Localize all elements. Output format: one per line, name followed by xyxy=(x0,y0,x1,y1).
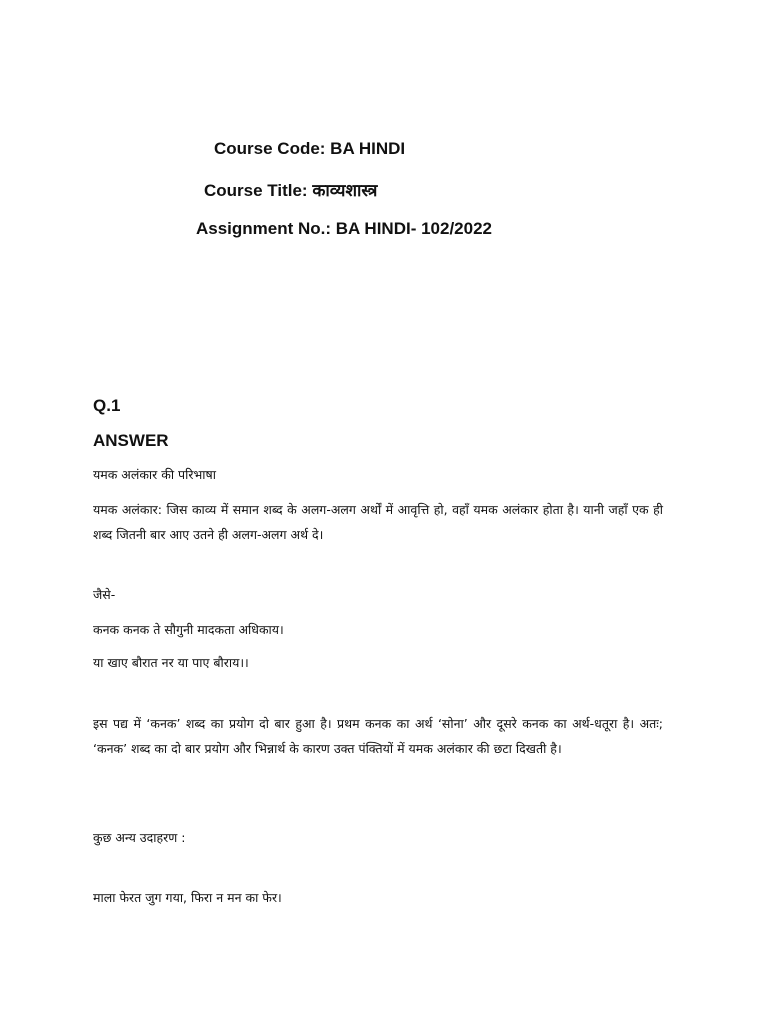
other-examples-label: कुछ अन्य उदाहरण : xyxy=(93,830,186,845)
assignment-number-text: Assignment No.: BA HINDI- 102/2022 xyxy=(196,219,492,238)
other-example-1: माला फेरत जुग गया, फिरा न मन का फेर। xyxy=(93,890,282,905)
course-title xyxy=(204,178,377,201)
example-line-2: या खाए बौरात नर या पाए बौराय।। xyxy=(93,655,249,670)
course-code xyxy=(214,139,405,159)
question-number: Q.1 xyxy=(93,396,121,415)
assignment-number xyxy=(196,219,492,239)
example-label: जैसे- xyxy=(93,587,116,602)
definition-heading: यमक अलंकार की परिभाषा xyxy=(93,467,216,482)
course-title-value: काव्यशास्त्र xyxy=(312,181,378,200)
course-title-prefix: Course Title: xyxy=(204,181,313,200)
explanation-paragraph: इस पद्य में ‘कनक’ शब्द का प्रयोग दो बार हुआ है। प्रथम कनक का अर्थ ‘सोना’ और दूसरे कनक का अर्थ-धतूरा है। अतः; ‘कनक’ शब्द का दो बार प्रयोग और भिन्नार्थ के कारण उक्त पंक्तियों में यमक अलंकार की छटा दिखती है। xyxy=(93,716,663,756)
definition-paragraph: यमक अलंकार: जिस काव्य में समान शब्द के अलग-अलग अर्थों में आवृत्ति हो, वहाँ यमक अलंकार होता है। यानी जहाँ एक ही शब्द जितनी बार आए उतने ही अलग-अलग अर्थ दे। xyxy=(93,502,663,542)
example-line-1: कनक कनक ते सौगुनी मादकता अधिकाय। xyxy=(93,622,284,637)
answer-label: ANSWER xyxy=(93,431,169,450)
course-code-text: Course Code: BA HINDI xyxy=(214,139,406,158)
